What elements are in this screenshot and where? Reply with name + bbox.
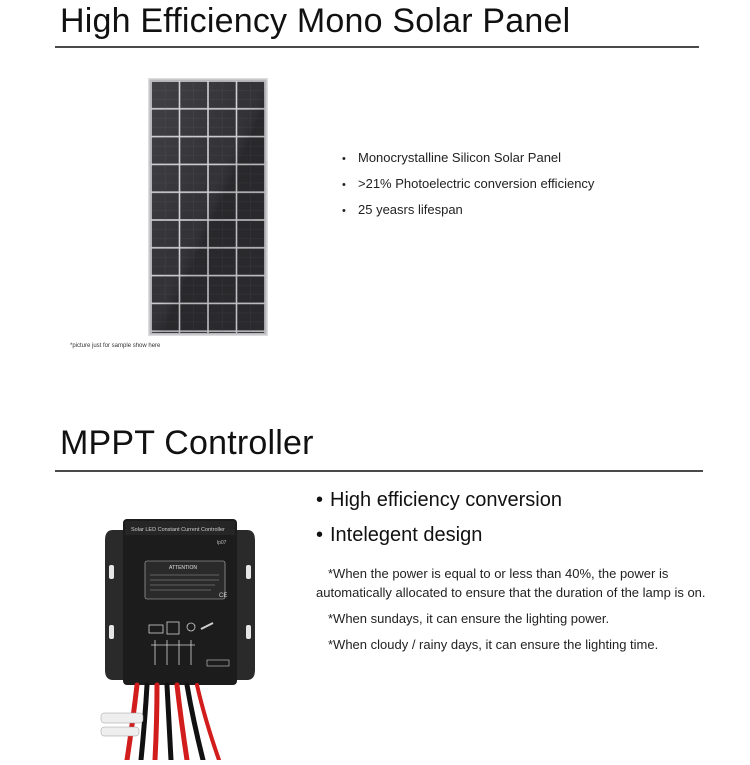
controller-note: *When sundays, it can ensure the lighting power. xyxy=(328,611,610,626)
bullet-icon: • xyxy=(316,489,324,511)
controller-section-title: MPPT Controller xyxy=(60,424,314,462)
solar-feature-text: Monocrystalline Silicon Solar Panel xyxy=(358,150,562,165)
controller-title-divider xyxy=(55,470,703,472)
controller-notes xyxy=(316,564,706,661)
svg-text:CE: CE xyxy=(219,593,228,599)
solar-panel-graphic xyxy=(148,78,268,336)
solar-panel-image xyxy=(148,78,268,336)
solar-image-caption: *picture just for sample show here xyxy=(70,343,161,349)
solar-feature-list xyxy=(342,150,594,228)
solar-feature-text: >21% Photoelectric conversion efficiency xyxy=(358,176,595,191)
device-label-text: Solar LED Constant Current Controller xyxy=(131,527,225,533)
controller-feature-text: High efficiency conversion xyxy=(330,489,562,511)
mppt-controller-image xyxy=(95,515,265,760)
list-item xyxy=(342,202,594,228)
list-item xyxy=(316,488,562,523)
device-model-text: lp07 xyxy=(217,540,227,546)
bullet-icon: • xyxy=(342,153,346,165)
controller-feature-text: Intelegent design xyxy=(330,524,483,546)
solar-title-divider xyxy=(55,46,699,48)
list-item xyxy=(316,523,562,558)
mppt-controller-graphic xyxy=(95,515,265,760)
bullet-icon: • xyxy=(316,524,324,546)
controller-note: *When cloudy / rainy days, it can ensure the lighting time. xyxy=(328,637,659,652)
list-item xyxy=(342,176,594,202)
controller-note: *When the power is equal to or less than 40%, the power is automatically allocated to ensure that the duration of the lamp is on. xyxy=(316,566,706,600)
list-item xyxy=(342,150,594,176)
solar-feature-text: 25 yeasrs lifespan xyxy=(358,202,463,217)
device-warning-text: ATTENTION xyxy=(169,565,197,571)
solar-section-title: High Efficiency Mono Solar Panel xyxy=(60,2,571,40)
bullet-icon: • xyxy=(342,205,346,217)
bullet-icon: • xyxy=(342,179,346,191)
controller-feature-list xyxy=(316,488,562,558)
